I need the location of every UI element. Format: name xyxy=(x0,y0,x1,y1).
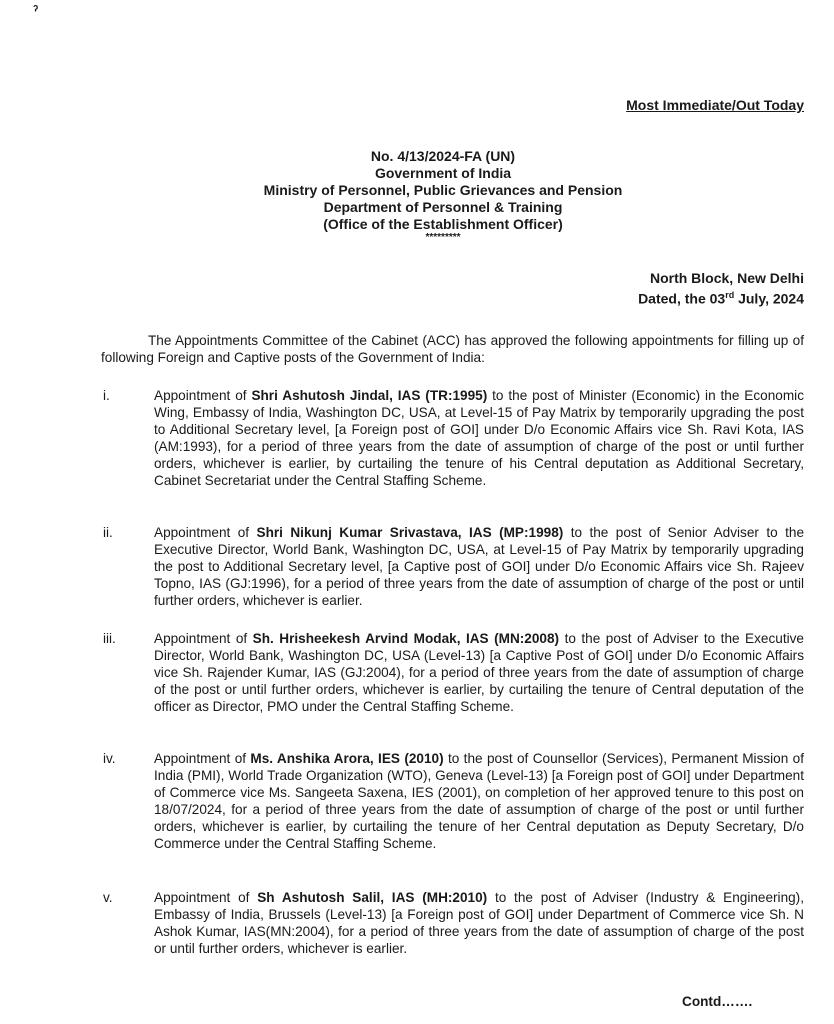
date-line xyxy=(638,287,804,308)
item-number: v. xyxy=(103,890,113,905)
priority-label: Most Immediate/Out Today xyxy=(626,97,804,113)
government-line: Government of India xyxy=(374,165,512,181)
intro-paragraph: The Appointments Committee of the Cabinet (ACC) has approved the following appointments for filling up of following Foreign and Captive posts of the Government of India: xyxy=(101,333,804,365)
office-line: (Office of the Establishment Officer) xyxy=(323,216,563,232)
item-pre: Appointment of xyxy=(154,388,252,403)
item-pre: Appointment of xyxy=(154,631,253,646)
appointee-name: Ms. Anshika Arora, IES (2010) xyxy=(250,751,444,766)
item-text: to the post of Adviser (Industry & Engineering), Embassy of India, Brussels (Level-13) [a Foreign post of GOI] under Department of Commerce vice Sh. N Ashok Kumar, IAS(MN:2004), for a period of three years from the date of assumption of charge of the post or until further orders, whichever is earlier. xyxy=(154,890,804,956)
place-line: North Block, New Delhi xyxy=(649,270,804,286)
date-suffix: July, 2024 xyxy=(734,290,804,307)
place-date-block xyxy=(638,270,804,308)
header-stars: ********* xyxy=(425,232,461,243)
item-text: to the post of Adviser to the Executive Director, World Bank, Washington DC, USA (Level-13) [a Captive Post of GOI] under D/o Economic Affairs vice Sh. Rajender Kumar, IAS (GJ:2004), for a period of three years from the date of assumption of charge of the post or until further orders, whichever is earlier, by curtailing the tenure of Central deputation of the officer as Director, PMO under the Central Staffing Scheme. xyxy=(154,631,804,714)
item-body xyxy=(154,524,804,609)
item-number: i. xyxy=(103,388,110,403)
item-body xyxy=(154,889,804,957)
department-line: Department of Personnel & Training xyxy=(323,199,563,215)
date-prefix: Dated, the 03 xyxy=(638,290,726,307)
date-sup: rd xyxy=(725,290,735,300)
item-text: to the post of Minister (Economic) in the Economic Wing, Embassy of India, Washington DC, USA, at Level-15 of Pay Matrix by temporarily upgrading the post to Additional Secretary level, [a Foreign post of GOI] under D/o Economic Affairs vice Sh. Ravi Kota, IAS (AM:1993), for a period of three years from the date of assumption of charge of the post or until further orders, whichever is earlier, by curtailing the tenure of his Central deputation as Additional Secretary, Cabinet Secretariat under the Central Staffing Scheme. xyxy=(154,388,804,488)
item-number: iii. xyxy=(103,631,116,646)
corner-mark: ˀ xyxy=(33,2,39,18)
appointee-name: Sh Ashutosh Salil, IAS (MH:2010) xyxy=(257,890,488,905)
item-body xyxy=(154,750,804,852)
item-pre: Appointment of xyxy=(154,890,258,905)
item-body xyxy=(154,387,804,489)
item-body xyxy=(154,630,804,715)
document-header xyxy=(0,148,834,243)
continued-label: Contd……. xyxy=(682,994,753,1009)
item-number: iv. xyxy=(103,751,116,766)
file-number: No. 4/13/2024-FA (UN) xyxy=(370,148,516,164)
item-pre: Appointment of xyxy=(154,751,251,766)
appointee-name: Shri Ashutosh Jindal, IAS (TR:1995) xyxy=(251,388,488,403)
appointee-name: Shri Nikunj Kumar Srivastava, IAS (MP:1998) xyxy=(256,525,564,540)
appointee-name: Sh. Hrisheekesh Arvind Modak, IAS (MN:2008) xyxy=(252,631,560,646)
ministry-line: Ministry of Personnel, Public Grievances and Pension xyxy=(263,182,623,198)
item-text: to the post of Senior Adviser to the Executive Director, World Bank, Washington DC, USA, at Level-15 of Pay Matrix by temporarily upgrading the post to Additional Secretary level, [a Captive post of GOI] under D/o Economic Affairs vice Sh. Rajeev Topno, IAS (GJ:1996), for a period of three years from the date of assumption of charge of the post or until further orders, whichever is earlier. xyxy=(154,525,804,608)
item-pre: Appointment of xyxy=(154,525,257,540)
item-text: to the post of Counsellor (Services), Permanent Mission of India (PMI), World Trade Organization (WTO), Geneva (Level-13) [a Foreign post of GOI] under Department of Commerce vice Ms. Sangeeta Saxena, IES (2001), on completion of her approved tenure to this post on 18/07/2024, for a period of three years from the date of assumption of charge of the post or until further orders, whichever is earlier, by curtailing the tenure of her Central deputation as Deputy Secretary, D/o Commerce under the Central Staffing Scheme. xyxy=(154,751,804,851)
item-number: ii. xyxy=(103,525,113,540)
